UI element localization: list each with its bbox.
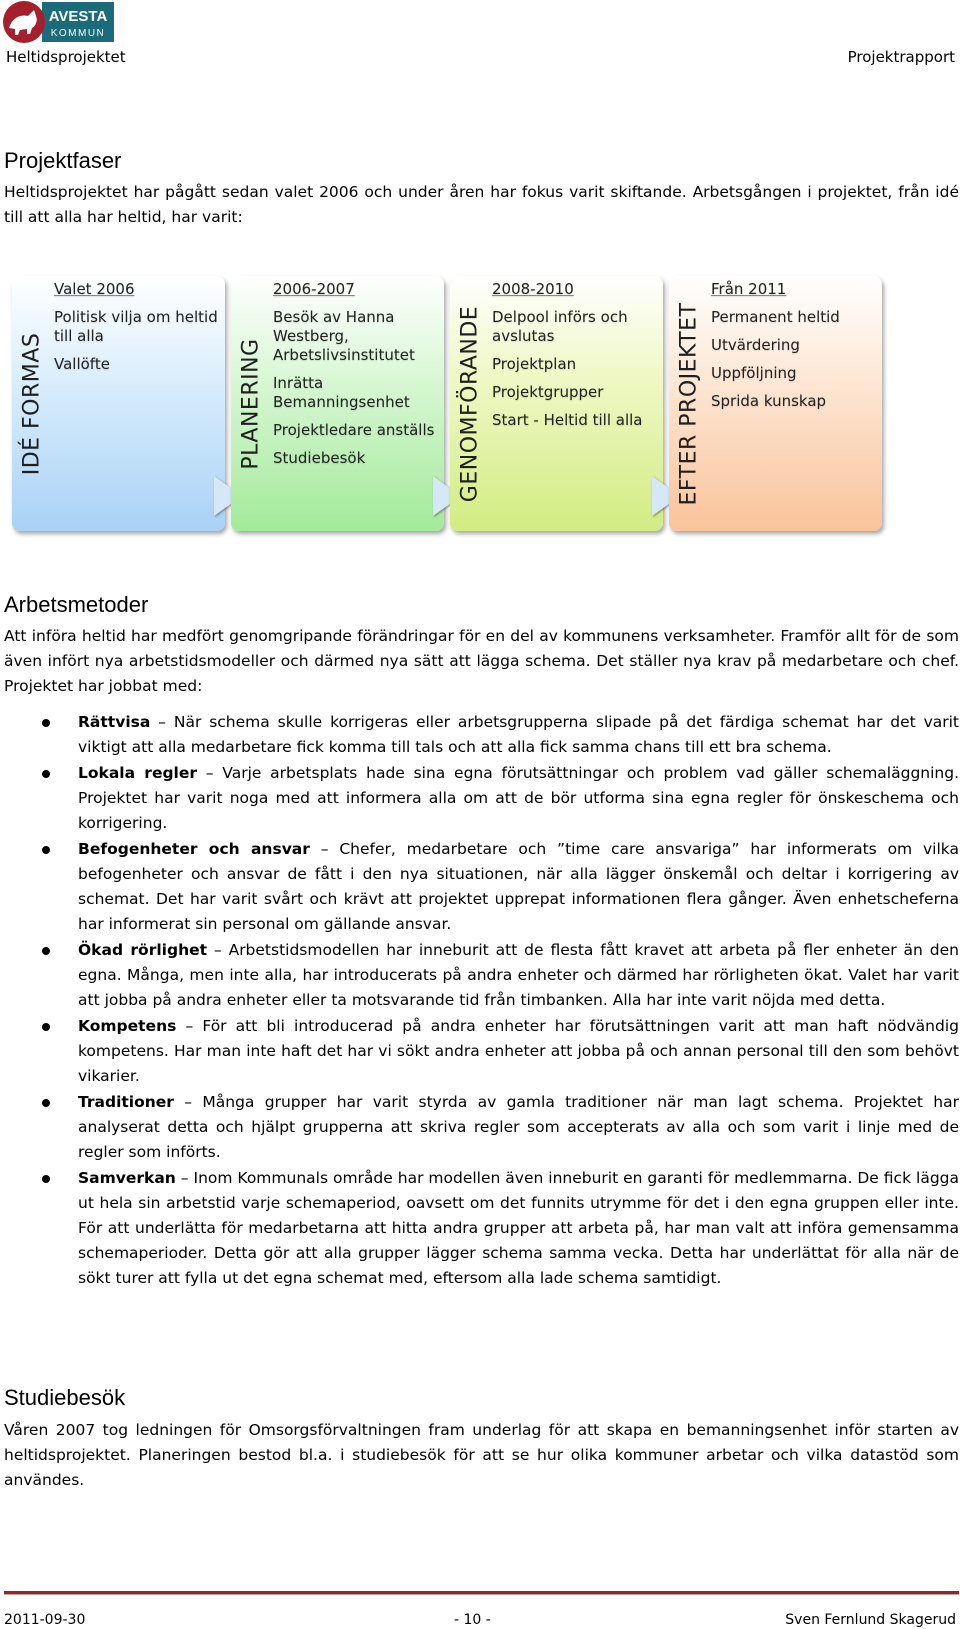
bullet-icon <box>42 1099 50 1107</box>
phase-item: Politisk vilja om heltid till alla <box>54 308 218 345</box>
phase-item: Delpool införs och avslutas <box>492 308 628 345</box>
avesta-kommun-logo <box>2 0 114 46</box>
section-title-arbetsmetoder: Arbetsmetoder <box>4 592 149 617</box>
header-left: Heltidsprojektet <box>6 48 126 66</box>
method-term: Ökad rörlighet <box>78 941 208 959</box>
svg-text:AVESTA: AVESTA <box>48 8 108 25</box>
method-term: Rättvisa <box>78 713 151 731</box>
method-term: Lokala regler <box>78 764 198 782</box>
method-text: – Chefer, medarbetare och ”time care ansvariga” har informerats om vilka befogenheter och ansvar de fått i den nya situationen, när alla lägger önskemål och deltar i korrigering av schemat. Det har varit svårt och krävt att projektet upprepat informationen flera gånger. Även enhetscheferna har informerat sin personal om gällande ansvar. <box>78 840 959 933</box>
list-item <box>4 761 959 836</box>
phase-item: Inrätta Bemanningsenhet <box>273 374 410 411</box>
phase-genomforande <box>450 276 663 531</box>
phase-item: Från 2011 <box>711 280 787 298</box>
bullet-icon <box>42 770 50 778</box>
phase-item: Studiebesök <box>273 449 366 467</box>
phase-item: Projektgrupper <box>492 383 604 401</box>
section-text-studiebesok: Våren 2007 tog ledningen för Omsorgsförvaltningen fram underlag för att skapa en bemanningsenhet inför starten av heltidsprojektet. Planeringen bestod bl.a. i studiebesök för att se hur olika kommuner arbetar och vilka datastöd som användes. <box>4 1421 959 1489</box>
phase-efter-projektet <box>669 276 882 531</box>
list-item <box>4 837 959 937</box>
phase-item: 2008-2010 <box>492 280 574 298</box>
phase-label: EFTER PROJEKTET <box>676 301 702 506</box>
phase-item: Sprida kunskap <box>711 392 827 410</box>
footer-divider <box>4 1591 959 1595</box>
section-title-studiebesok: Studiebesök <box>4 1385 126 1410</box>
method-term: Samverkan <box>78 1169 176 1187</box>
bullet-icon <box>42 719 50 727</box>
phase-planering <box>231 276 444 531</box>
phase-item: Vallöfte <box>54 355 110 373</box>
methods-list <box>4 710 959 1292</box>
list-item <box>4 1014 959 1089</box>
phase-label: PLANERING <box>238 337 264 470</box>
method-text: – När schema skulle korrigeras eller arbetsgrupperna slipade på det färdiga schemat har det varit viktigt att alla medarbetare fick komma till tals och att alla fick samma chans till ett bra schema. <box>78 713 959 756</box>
footer-author: Sven Fernlund Skagerud <box>785 1612 956 1628</box>
phase-item: Besök av Hanna Westberg, Arbetslivsinstitutet <box>273 308 415 364</box>
list-item <box>4 1090 959 1165</box>
method-text: – Många grupper har varit styrda av gamla traditioner när man lagt schema. Projektet har analyserat detta och hjälpt grupperna att skriva regler som accepterats av alla och som varit i linje med de regler som införts. <box>78 1093 959 1161</box>
section-text-arbetsmetoder: Att införa heltid har medfört genomgripande förändringar för en del av kommunens verksamheter. Framför allt för de som även infört nya arbetstidsmodeller och därmed nya sätt att lägga schema. Det ställer nya krav på medarbetare och chef. Projektet har jobbat med: <box>4 627 959 695</box>
method-text: – Arbetstidsmodellen har inneburit att de flesta fått kravet att arbeta på fler enheter än den egna. Många, men inte alla, har introducerats på andra enheter och därmed har rörligheten ökat. Valet har varit att jobba på andra enheter eller ta motsvarande tid från timbanken. Alla har inte varit nöjda med detta. <box>78 941 959 1009</box>
section-text-projektfaser: Heltidsprojektet har pågått sedan valet 2006 och under åren har fokus varit skiftande. Arbetsgången i projektet, från idé till att alla har heltid, har varit: <box>4 183 959 226</box>
method-text: – Inom Kommunals område har modellen även inneburit en garanti för medlemmarna. De fick lägga ut hela sin arbetstid varje schemaperiod, oavsett om det funnits utrymme för det i den egna gruppen eller inte. För att underlätta för medarbetarna att hitta andra grupper att arbeta på, har man valt att införa gemensamma schemaperioder. Detta gör att alla grupper lägger schema samma vecka. Detta har underlättat för alla när de sökt turer att fylla ut det egna schemat med, eftersom alla lade schema samtidigt. <box>78 1169 959 1287</box>
svg-text:KOMMUN: KOMMUN <box>50 28 106 39</box>
phase-item: Projektledare anställs <box>273 421 435 439</box>
phase-label: IDÉ FORMAS <box>19 332 45 475</box>
method-text: – Varje arbetsplats hade sina egna förutsättningar och problem vad gäller schemaläggning. Projektet har varit noga med att informera alla om att de bör utforma sina egna regler för önskeschema och korrigering. <box>78 764 960 832</box>
list-item <box>4 1166 959 1291</box>
phase-item: Uppföljning <box>711 364 797 382</box>
phase-ide-formas <box>12 276 225 531</box>
method-term: Befogenheter och ansvar <box>78 840 310 858</box>
bullet-icon <box>42 947 50 955</box>
bullet-icon <box>42 1175 50 1183</box>
phase-item: Permanent heltid <box>711 308 840 326</box>
phase-item: Utvärdering <box>711 336 800 354</box>
bullet-icon <box>42 1023 50 1031</box>
method-text: – För att bli introducerad på andra enheter har förutsättningen varit att man haft nödvändig kompetens. Har man inte haft det har vi sökt andra enheter att jobba på och annan personal till den som behövt vikarier. <box>78 1017 959 1085</box>
phase-label: GENOMFÖRANDE <box>457 305 483 502</box>
phase-item: Projektplan <box>492 355 577 373</box>
list-item <box>4 938 959 1013</box>
phase-item: Start - Heltid till alla <box>492 411 643 429</box>
page-number: - 10 - <box>454 1612 491 1628</box>
bullet-icon <box>42 846 50 854</box>
header-right: Projektrapport <box>847 48 955 66</box>
list-item <box>4 710 959 760</box>
phase-item: Valet 2006 <box>54 280 135 298</box>
method-term: Kompetens <box>78 1017 177 1035</box>
footer-date: 2011-09-30 <box>4 1612 86 1628</box>
method-term: Traditioner <box>78 1093 174 1111</box>
section-title-projektfaser: Projektfaser <box>4 148 122 173</box>
phase-item: 2006-2007 <box>273 280 355 298</box>
